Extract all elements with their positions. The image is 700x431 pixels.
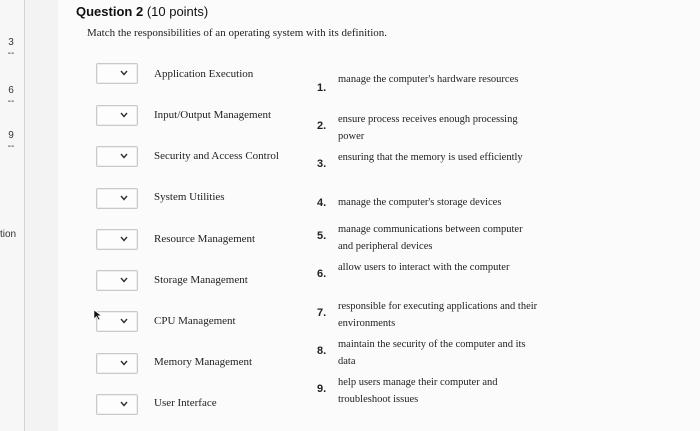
- definition-number: 7.: [317, 307, 327, 319]
- chevron-down-icon: [120, 399, 128, 409]
- definition-text: manage communications between computer and peripheral devices: [338, 224, 523, 252]
- term-label: Resource Management: [154, 233, 256, 245]
- chevron-down-icon: [120, 68, 128, 78]
- nav-number: 9: [8, 130, 14, 141]
- chevron-down-icon: [120, 358, 128, 368]
- definition-number: 5.: [317, 230, 327, 242]
- nav-dashes: --: [7, 96, 15, 107]
- match-dropdown[interactable]: [96, 105, 138, 126]
- question-title: [76, 4, 208, 19]
- definition-number: 6.: [317, 268, 327, 280]
- question-number: Question 2: [76, 4, 144, 19]
- definition-number: 2.: [317, 120, 327, 132]
- term-label: Storage Management: [154, 274, 248, 286]
- definition-number: 1.: [317, 82, 327, 94]
- definition-text: ensuring that the memory is used efficiently: [338, 152, 523, 163]
- definition-text: responsible for executing applications and their environments: [338, 301, 538, 329]
- mouse-cursor-icon: [93, 309, 103, 321]
- definition-number: 8.: [317, 345, 327, 357]
- definition-number: 4.: [317, 197, 327, 209]
- definition-text: ensure process receives enough processing power: [338, 114, 518, 142]
- term-label: Security and Access Control: [154, 150, 279, 162]
- nav-number: 6: [8, 85, 14, 96]
- nav-section-label: tion: [0, 229, 17, 240]
- term-label: Application Execution: [154, 68, 254, 80]
- definition-text: manage the computer's storage devices: [338, 197, 502, 208]
- nav-question-9[interactable]: [0, 130, 22, 152]
- term-label: User Interface: [154, 397, 217, 409]
- nav-dashes: --: [7, 141, 15, 152]
- match-dropdown[interactable]: [96, 188, 138, 209]
- match-dropdown[interactable]: [96, 394, 138, 415]
- chevron-down-icon: [120, 151, 128, 161]
- question-points: (10 points): [146, 4, 209, 19]
- definition-text: maintain the security of the computer and its data: [338, 339, 526, 367]
- match-dropdown[interactable]: [96, 270, 138, 291]
- definition-text: manage the computer's hardware resources: [338, 74, 519, 85]
- term-label: CPU Management: [154, 315, 236, 327]
- chevron-down-icon: [120, 110, 128, 120]
- chevron-down-icon: [120, 316, 128, 326]
- chevron-down-icon: [120, 193, 128, 203]
- definition-number: 3.: [317, 158, 327, 170]
- chevron-down-icon: [120, 275, 128, 285]
- nav-question-6[interactable]: [0, 85, 22, 107]
- nav-number: 3: [8, 37, 14, 48]
- match-dropdown[interactable]: [96, 146, 138, 167]
- definition-text: help users manage their computer and troubleshoot issues: [338, 377, 498, 405]
- question-prompt: Match the responsibilities of an operating system with its definition.: [87, 27, 388, 39]
- match-dropdown[interactable]: [96, 63, 138, 84]
- term-label: System Utilities: [154, 191, 225, 203]
- term-label: Input/Output Management: [154, 109, 272, 121]
- definition-text: allow users to interact with the computer: [338, 262, 510, 273]
- match-dropdown[interactable]: [96, 353, 138, 374]
- nav-question-3[interactable]: [0, 37, 22, 59]
- term-label: Memory Management: [154, 356, 253, 368]
- question-nav-strip: [0, 0, 25, 431]
- chevron-down-icon: [120, 234, 128, 244]
- match-dropdown[interactable]: [96, 229, 138, 250]
- nav-dashes: --: [7, 48, 15, 59]
- definition-number: 9.: [317, 383, 327, 395]
